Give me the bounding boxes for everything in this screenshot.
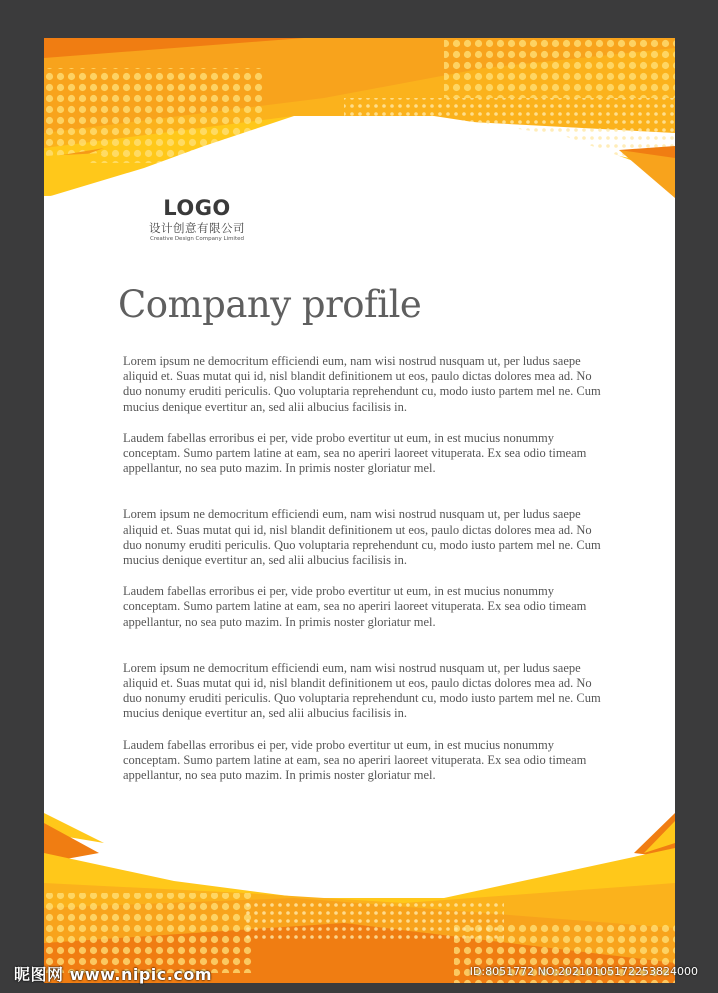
company-logo: [132, 196, 262, 243]
paragraph: Lorem ipsum ne democritum efficiendi eum, nam wisi nostrud nusquam ut, per ludus saepe aliquid et. Suas mutat qui id, nisl blandit definitionem ut eos, paulo dictas dolores mea ad. No duo nonumy eruditi periculis. Quo voluptaria reprehendunt cu, modo iusto partem mel ne. Cum mucius denique evertitur an, sed alii albucius facilisis in.: [123, 507, 601, 568]
paragraph: Laudem fabellas erroribus ei per, vide probo evertitur ut eum, in est mucius nonummy conceptam. Sumo partem latine at eam, sea no aperiri laoreet vituperata. Ex sea odio timeam appellantur, no sea puto mazim. In primis noster gloriatur mel.: [123, 584, 587, 629]
watermark-site: 昵图网 www.nipic.com: [14, 965, 212, 984]
paragraph: Lorem ipsum ne democritum efficiendi eum, nam wisi nostrud nusquam ut, per ludus saepe aliquid et. Suas mutat qui id, nisl blandit definitionem ut eos, paulo dictas dolores mea ad. No duo nonumy eruditi periculis. Quo voluptaria reprehendunt cu, modo iusto partem mel ne. Cum mucius denique evertitur an, sed alii albucius facilisis in.: [123, 354, 601, 414]
page-title: Company profile: [118, 283, 422, 326]
body-text: [123, 354, 603, 783]
paragraph: Lorem ipsum ne democritum efficiendi eum, nam wisi nostrud nusquam ut, per ludus saepe aliquid et. Suas mutat qui id, nisl blandit definitionem ut eos, paulo dictas dolores mea ad. No duo nonumy eruditi periculis. Quo voluptaria reprehendunt cu, modo iusto partem mel ne. Cum mucius denique evertitur an, sed alii albucius facilisis in.: [123, 660, 601, 721]
watermark-id: ID:8051772 NO:20210105172253824000: [469, 965, 698, 978]
paragraph: Laudem fabellas erroribus ei per, vide probo evertitur ut eum, in est mucius nonummy conceptam. Sumo partem latine at eam, sea no aperiri laoreet vituperata. Ex sea odio timeam appellantur, no sea puto mazim. In primis noster gloriatur mel.: [123, 430, 587, 476]
logo-company-name-en: Creative Design Company Limited: [150, 236, 244, 242]
paragraph: Laudem fabellas erroribus ei per, vide probo evertitur ut eum, in est mucius nonummy conceptam. Sumo partem latine at eam, sea no aperiri laoreet vituperata. Ex sea odio timeam appellantur, no sea puto mazim. In primis noster gloriatur mel.: [123, 737, 587, 783]
bottom-decoration: [44, 813, 675, 983]
logo-mark: LOGO: [163, 196, 231, 220]
letterhead-sheet: [44, 38, 675, 983]
logo-company-name-cn: 设计创意有限公司: [149, 221, 245, 235]
